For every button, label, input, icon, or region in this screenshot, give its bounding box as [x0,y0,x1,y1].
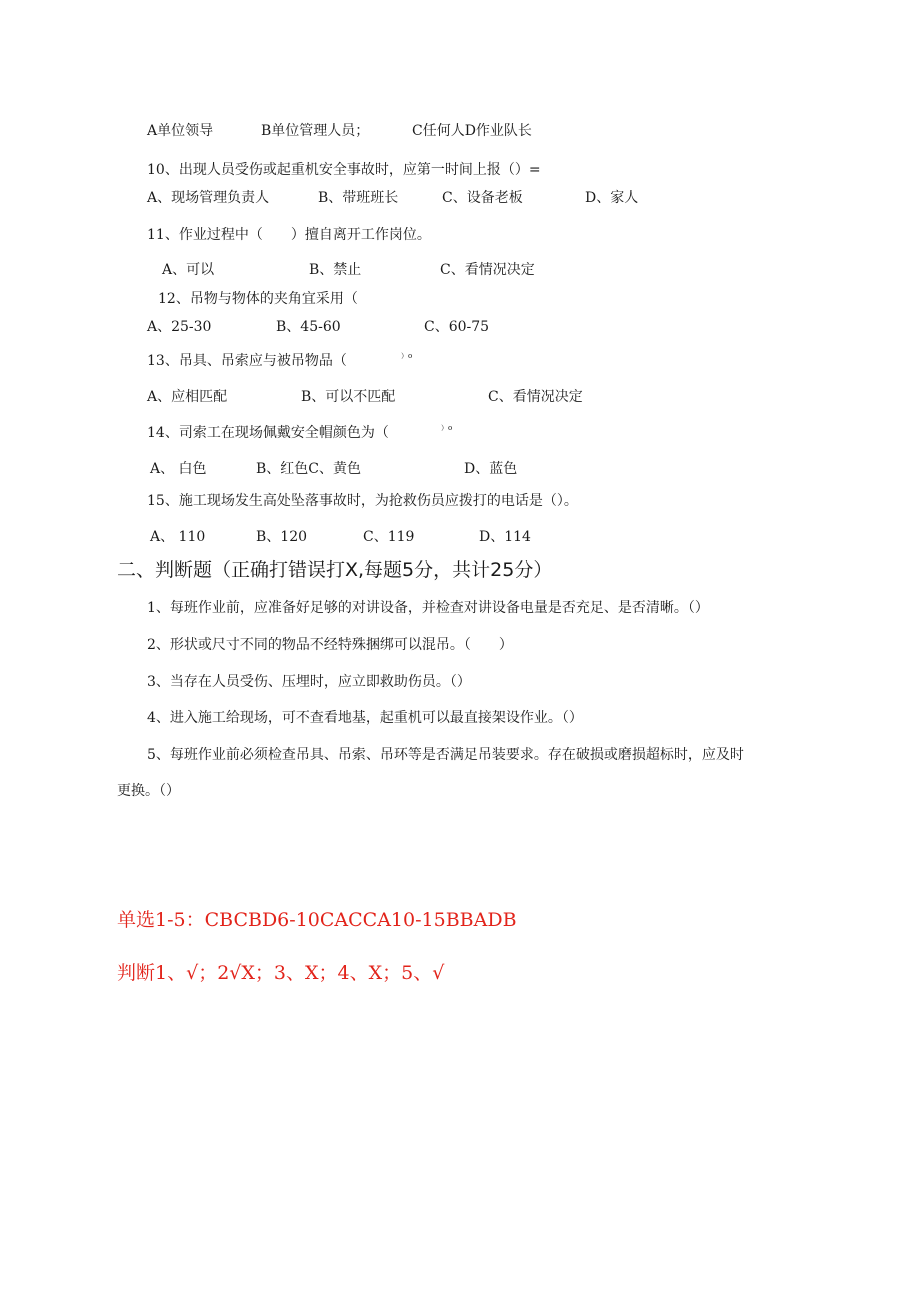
q10-option-c: C、设备老板 [442,190,523,206]
q10-option-b: B、带班班长 [318,190,399,206]
judge-item-3: 3、当存在人员受伤、压埋时，应立即救助伤员。（） [147,674,471,690]
q11-option-a: A、可以 [162,262,215,278]
judge-item-5-continued: 更换。（） [117,783,180,799]
q14-option-d: D、蓝色 [464,461,518,477]
q13-option-c: C、看情况决定 [488,389,583,405]
q14-option-a: A、 白色 [150,461,207,477]
q14-text: 14、司索工在现场佩戴安全帽颜色为（ [147,425,389,441]
judge-item-4: 4、进入施工给现场，可不查看地基，起重机可以最直接架设作业。（） [147,710,583,726]
q12-text: 12、吊物与物体的夹角宜采用（ [158,291,358,307]
q12-option-b: B、45-60 [276,319,341,335]
q15-option-c: C、119 [363,529,415,545]
q10-option-a: A、现场管理负责人 [147,190,270,206]
q9-option-a: A单位领导 [147,123,214,139]
q13-mark: ）o [401,352,413,360]
q11-text: 11、作业过程中（ ）擅自离开工作岗位。 [147,227,431,243]
q13-option-b: B、可以不匹配 [301,389,396,405]
q15-option-b: B、120 [256,529,308,545]
q12-option-c: C、60-75 [424,319,490,335]
q9-option-b: B单位管理人员； [261,123,370,139]
q11-option-b: B、禁止 [309,262,362,278]
judge-item-2: 2、形状或尺寸不同的物品不经特殊捆绑可以混吊。（ ） [147,637,513,653]
q13-option-a: A、应相匹配 [147,389,228,405]
q13-text: 13、吊具、吊索应与被吊物品（ [147,353,347,369]
q11-option-c: C、看情况决定 [440,262,535,278]
q10-text: 10、出现人员受伤或起重机安全事故时，应第一时间上报（）= [147,162,541,178]
q15-option-a: A、 110 [150,529,206,545]
q15-option-d: D、114 [479,529,531,545]
answer-judgement: 判断1、√；2√X；3、X；4、X；5、√ [117,962,445,984]
q12-option-a: A、25-30 [147,319,212,335]
q9-option-cd: C任何人D作业队长 [412,123,532,139]
section-2-title: 二、判断题（正确打错误打X,每题5分，共计25分） [117,559,553,581]
q10-option-d: D、家人 [585,190,639,206]
answer-single-choice: 单选1-5：CBCBD6-10CACCA10-15BBADB [117,909,517,931]
judge-item-5: 5、每班作业前必须检查吊具、吊索、吊环等是否满足吊装要求。存在破损或磨损超标时，应及时 [147,747,744,763]
q14-mark: ）o [441,424,453,432]
q14-option-bc: B、红色C、黄色 [256,461,361,477]
judge-item-1: 1、每班作业前，应准备好足够的对讲设备，并检查对讲设备电量是否充足、是否清晰。（） [147,600,709,616]
q15-text: 15、施工现场发生高处坠落事故时，为抢救伤员应拨打的电话是（）。 [147,493,578,509]
